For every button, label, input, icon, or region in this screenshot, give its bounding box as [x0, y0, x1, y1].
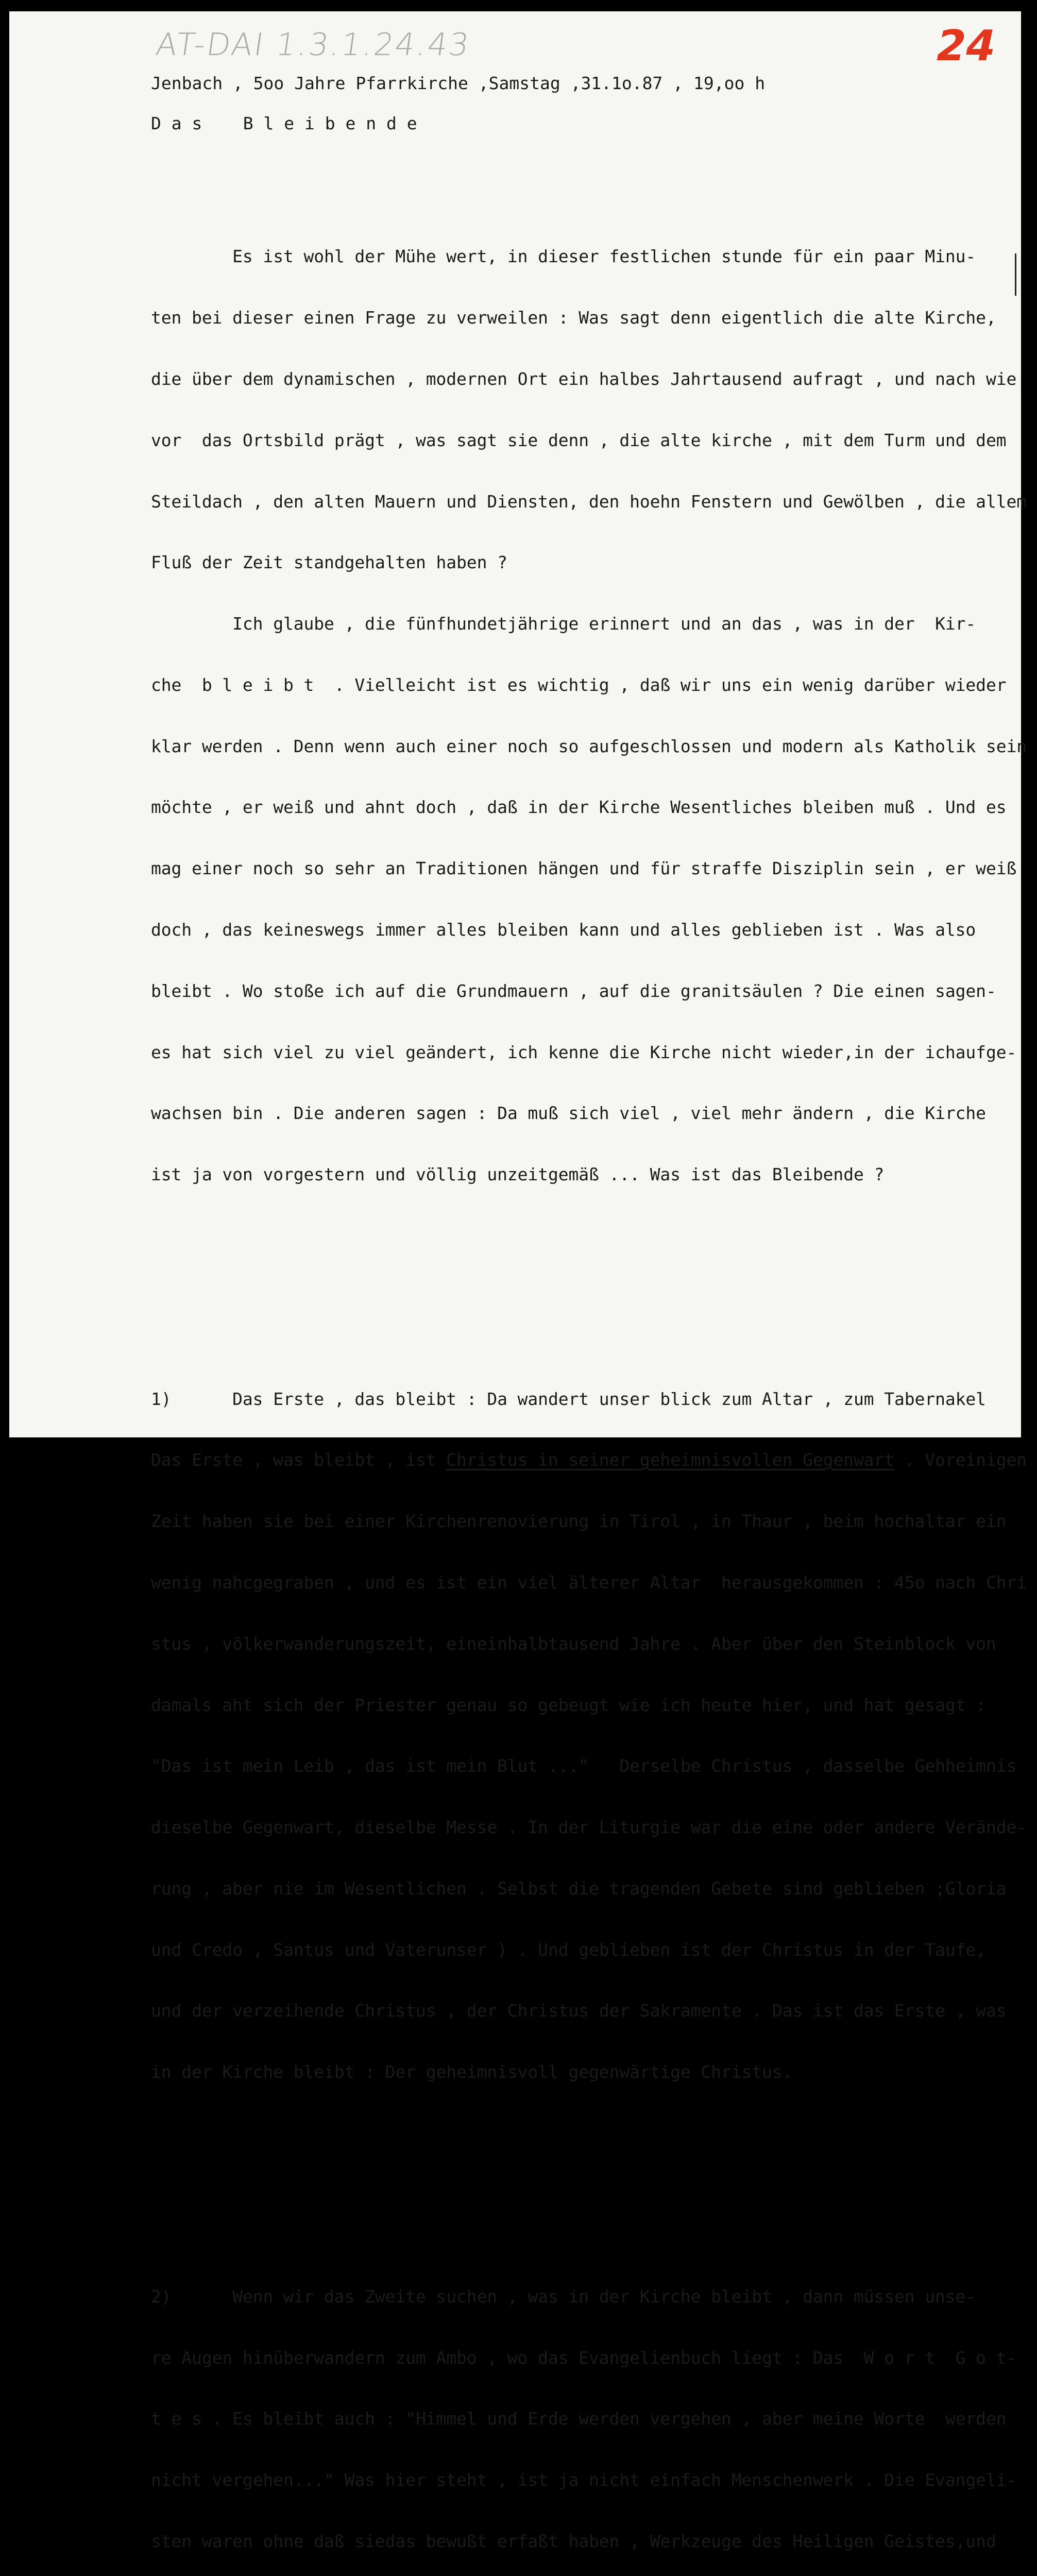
section-1	[151, 1348, 1037, 2123]
text-line: nicht vergehen..." Was hier steht , ist ja nicht einfach Menschenwerk . Die Evangeli-	[151, 2470, 1017, 2490]
text-line: es hat sich viel zu viel geändert, ich kenne die Kirche nicht wieder,in der ichaufge-	[151, 1042, 1017, 1062]
text-line: ten bei dieser einen Frage zu verweilen : Was sagt denn eigentlich die alte Kirche,	[151, 308, 996, 328]
text-line: die über dem dynamischen , modernen Ort ein halbes Jahrtausend aufragt , und nach wie	[151, 368, 1017, 389]
text-line: mag einer noch so sehr an Traditionen hängen und für straffe Disziplin sein , er weiß	[151, 858, 1017, 879]
body-text	[151, 165, 1037, 2576]
text-line: che b l e i b t . Vielleicht ist es wichtig , daß wir uns ein wenig darüber wieder	[151, 674, 1007, 695]
text-line: rung , aber nie im Wesentlichen . Selbst die tragenden Gebete sind geblieben ;Gloria	[151, 1878, 1007, 1899]
header-line: Jenbach , 5oo Jahre Pfarrkirche ,Samstag ,31.1o.87 , 19,oo h	[151, 73, 766, 93]
text-line: re Augen hinüberwandern zum Ambo , wo das Evangelienbuch liegt : Das W o r t G o t-	[151, 2347, 1017, 2368]
text-line: in der Kirche bleibt : Der geheimnisvoll gegenwärtige Christus.	[151, 2062, 793, 2082]
paragraph-intro	[151, 206, 1037, 1226]
text-line: und Credo , Santus und Vaterunser ) . Und geblieben ist der Christus in der Taufe,	[151, 1939, 986, 1960]
paragraph-gap	[151, 2164, 1037, 2184]
text-line: bleibt . Wo stoße ich auf die Grundmauern , auf die granitsäulen ? Die einen sagen-	[151, 980, 996, 1001]
text-line: wenig nahcgegraben , und es ist ein viel älterer Altar herausgekommen : 45o nach Chri	[151, 1572, 1027, 1592]
text-line: vor das Ortsbild prägt , was sagt sie denn , die alte kirche , mit dem Turm und dem	[151, 430, 1007, 450]
underlined-phrase: Christus in seiner geheimnisvollen Gegenwart	[446, 1450, 895, 1470]
margin-mark	[1015, 253, 1016, 296]
text-line: Ich glaube , die fünfhundetjährige erinnert und an das , was in der Kir-	[151, 614, 976, 634]
text-line: t e s . Es bleibt auch : "Himmel und Erde werden vergehen , aber meine Worte werden	[151, 2409, 1007, 2429]
text-line: möchte , er weiß und ahnt doch , daß in der Kirche Wesentliches bleiben muß . Und es	[151, 797, 1007, 818]
text-line: "Das ist mein Leib , das ist mein Blut ..." Derselbe Christus , dasselbe Gehheimnis	[151, 1756, 1017, 1776]
text-line: Es ist wohl der Mühe wert, in dieser festlichen stunde für ein paar Minu-	[151, 246, 976, 267]
text-line: Steildach , den alten Mauern und Diensten, den hoehn Fenstern und Gewölben , die allem	[151, 491, 1027, 512]
archive-stamp: AT-DAI 1.3.1.24.43	[154, 27, 473, 63]
text-line: wachsen bin . Die anderen sagen : Da muß sich viel , viel mehr ändern , die Kirche	[151, 1103, 986, 1124]
text-line: stus , völkerwanderungszeit, eineinhalbtausend Jahre . Aber über den Steinblock von	[151, 1633, 996, 1654]
document-page	[9, 11, 1027, 2551]
text-line: und der verzeihende Christus , der Christus der Sakramente . Das ist das Erste , was	[151, 2001, 1007, 2021]
section-2	[151, 2246, 1037, 2576]
document-title: D a s B l e i b e n d e	[151, 113, 417, 133]
text-line: sten waren ohne daß siedas bewußt erfaßt haben , Werkzeuge des Heiligen Geistes,und	[151, 2531, 996, 2551]
text-line: Zeit haben sie bei einer Kirchenrenovierung in Tirol , in Thaur , beim hochaltar ein	[151, 1511, 1007, 1532]
text-line: Fluß der Zeit standgehalten haben ?	[151, 552, 507, 573]
text-line: 2) Wenn wir das Zweite suchen , was in der Kirche bleibt , dann müssen unse-	[151, 2286, 976, 2307]
text-segment: Das Erste , was bleibt , ist	[151, 1450, 447, 1470]
text-line	[151, 1450, 1037, 1470]
text-line: dieselbe Gegenwart, dieselbe Messe . In der Liturgie war die eine oder andere Verände-	[151, 1817, 1027, 1838]
page-number: 24	[931, 22, 1001, 71]
text-line: doch , das keineswegs immer alles bleiben kann und alles geblieben ist . Was also	[151, 919, 976, 940]
text-line: 1) Das Erste , das bleibt : Da wandert unser blick zum Altar , zum Tabernakel	[151, 1388, 986, 1409]
paragraph-gap	[151, 1266, 1037, 1287]
text-line: ist ja von vorgestern und völlig unzeitgemäß ... Was ist das Bleibende ?	[151, 1164, 885, 1185]
text-segment: . Voreinigen	[894, 1450, 1027, 1470]
text-line: klar werden . Denn wenn auch einer noch so aufgeschlossen und modern als Katholik sein	[151, 736, 1027, 756]
text-line: damals aht sich der Priester genau so gebeugt wie ich heute hier, und hat gesagt :	[151, 1694, 986, 1715]
